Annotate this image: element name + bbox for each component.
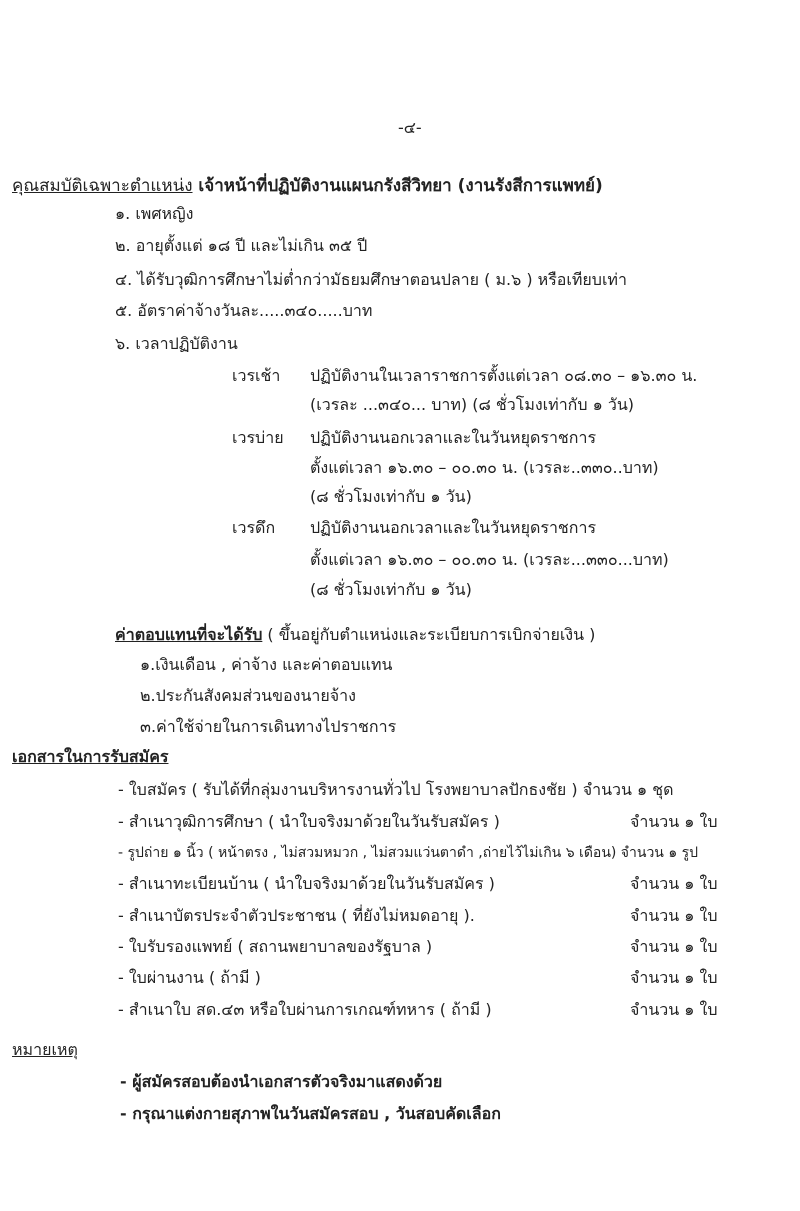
shift-line: (เวรละ ...๓๔๐... บาท) (๘ ชั่วโมงเท่ากับ ๑ วัน) — [310, 395, 635, 414]
compensation-item: ๓.ค่าใช้จ่ายในการเดินทางไปราชการ — [140, 717, 397, 736]
document-amount: จำนวน ๑ ใบ — [630, 906, 718, 925]
document-item: - ใบรับรองแพทย์ ( สถานพยาบาลของรัฐบาล ) — [118, 937, 433, 956]
compensation-item: ๒.ประกันสังคมส่วนของนายจ้าง — [140, 686, 356, 705]
note-item: - กรุณาแต่งกายสุภาพในวันสมัครสอบ , วันสอบคัดเลือก — [120, 1104, 501, 1123]
shift-line: ปฏิบัติงานนอกเวลาและในวันหยุดราชการ — [310, 518, 597, 537]
compensation-note: ( ขึ้นอยู่กับตำแหน่งและระเบียบการเบิกจ่ายเงิน ) — [262, 625, 596, 644]
document-item: - ใบผ่านงาน ( ถ้ามี ) — [118, 968, 261, 987]
shift-line: ปฏิบัติงานในเวลาราชการตั้งแต่เวลา ๐๘.๓๐ – ๑๖.๓๐ น. — [310, 366, 698, 385]
shift-line: ตั้งแต่เวลา ๑๖.๓๐ – ๐๐.๓๐ น. (เวรละ..๓๓๐..บาท) — [310, 458, 659, 477]
document-item: - สำเนาใบ สด.๔๓ หรือใบผ่านการเกณฑ์ทหาร ( ถ้ามี ) — [118, 1000, 492, 1019]
document-item: - รูปถ่าย ๑ นิ้ว ( หน้าตรง , ไม่สวมหมวก , ไม่สวมแว่นตาดำ ,ถ่ายไว้ไม่เกิน ๖ เดือน) จำนวน ๑ รูป — [118, 845, 699, 861]
shift-label: เวรดึก — [232, 518, 276, 537]
shift-line: ตั้งแต่เวลา ๑๖.๓๐ – ๐๐.๓๐ น. (เวรละ...๓๓๐...บาท) — [310, 550, 669, 569]
shift-label: เวรบ่าย — [232, 428, 284, 447]
document-amount: จำนวน ๑ ใบ — [630, 1000, 718, 1019]
compensation-heading-line — [115, 623, 595, 647]
document-amount: จำนวน ๑ ใบ — [630, 812, 718, 831]
qualification-item: ๔. ได้รับวุฒิการศึกษาไม่ต่ำกว่ามัธยมศึกษาตอนปลาย ( ม.๖ ) หรือเทียบเท่า — [115, 270, 627, 289]
shift-line: ปฏิบัติงานนอกเวลาและในวันหยุดราชการ — [310, 428, 597, 447]
position-title: เจ้าหน้าที่ปฏิบัติงานแผนกรังสีวิทยา (งานรังสีการแพทย์) — [192, 176, 603, 196]
document-item: - ใบสมัคร ( รับได้ที่กลุ่มงานบริหารงานทั่วไป โรงพยาบาลปักธงชัย ) จำนวน ๑ ชุด — [118, 780, 674, 799]
qualification-item: ๑. เพศหญิง — [115, 204, 194, 223]
qualification-item: ๒. อายุตั้งแต่ ๑๘ ปี และไม่เกิน ๓๕ ปี — [115, 236, 368, 255]
page-number: -๔- — [398, 118, 422, 137]
document-amount: จำนวน ๑ ใบ — [630, 874, 718, 893]
shift-label: เวรเช้า — [232, 366, 281, 385]
qualifications-heading: คุณสมบัติเฉพาะตำแหน่ง — [12, 176, 193, 196]
document-item: - สำเนาบัตรประจำตัวประชาชน ( ที่ยังไม่หมดอายุ ). — [118, 906, 475, 925]
documents-heading: เอกสารในการรับสมัคร — [12, 747, 169, 766]
document-item: - สำเนาทะเบียนบ้าน ( นำใบจริงมาด้วยในวันรับสมัคร ) — [118, 874, 495, 893]
qualifications-heading-line — [12, 174, 603, 198]
shift-line: (๘ ชั่วโมงเท่ากับ ๑ วัน) — [310, 580, 472, 599]
qualification-item: ๖. เวลาปฏิบัติงาน — [115, 334, 238, 353]
note-item: - ผู้สมัครสอบต้องนำเอกสารตัวจริงมาแสดงด้วย — [120, 1072, 443, 1091]
qualification-item: ๕. อัตราค่าจ้างวันละ.....๓๔๐.....บาท — [115, 301, 373, 320]
document-amount: จำนวน ๑ ใบ — [630, 937, 718, 956]
document-item: - สำเนาวุฒิการศึกษา ( นำใบจริงมาด้วยในวันรับสมัคร ) — [118, 812, 500, 831]
document-amount: จำนวน ๑ ใบ — [630, 968, 718, 987]
notes-heading: หมายเหตุ — [12, 1040, 78, 1059]
shift-line: (๘ ชั่วโมงเท่ากับ ๑ วัน) — [310, 487, 472, 506]
compensation-item: ๑.เงินเดือน , ค่าจ้าง และค่าตอบแทน — [140, 655, 393, 674]
compensation-heading: ค่าตอบแทนที่จะได้รับ — [115, 625, 263, 644]
